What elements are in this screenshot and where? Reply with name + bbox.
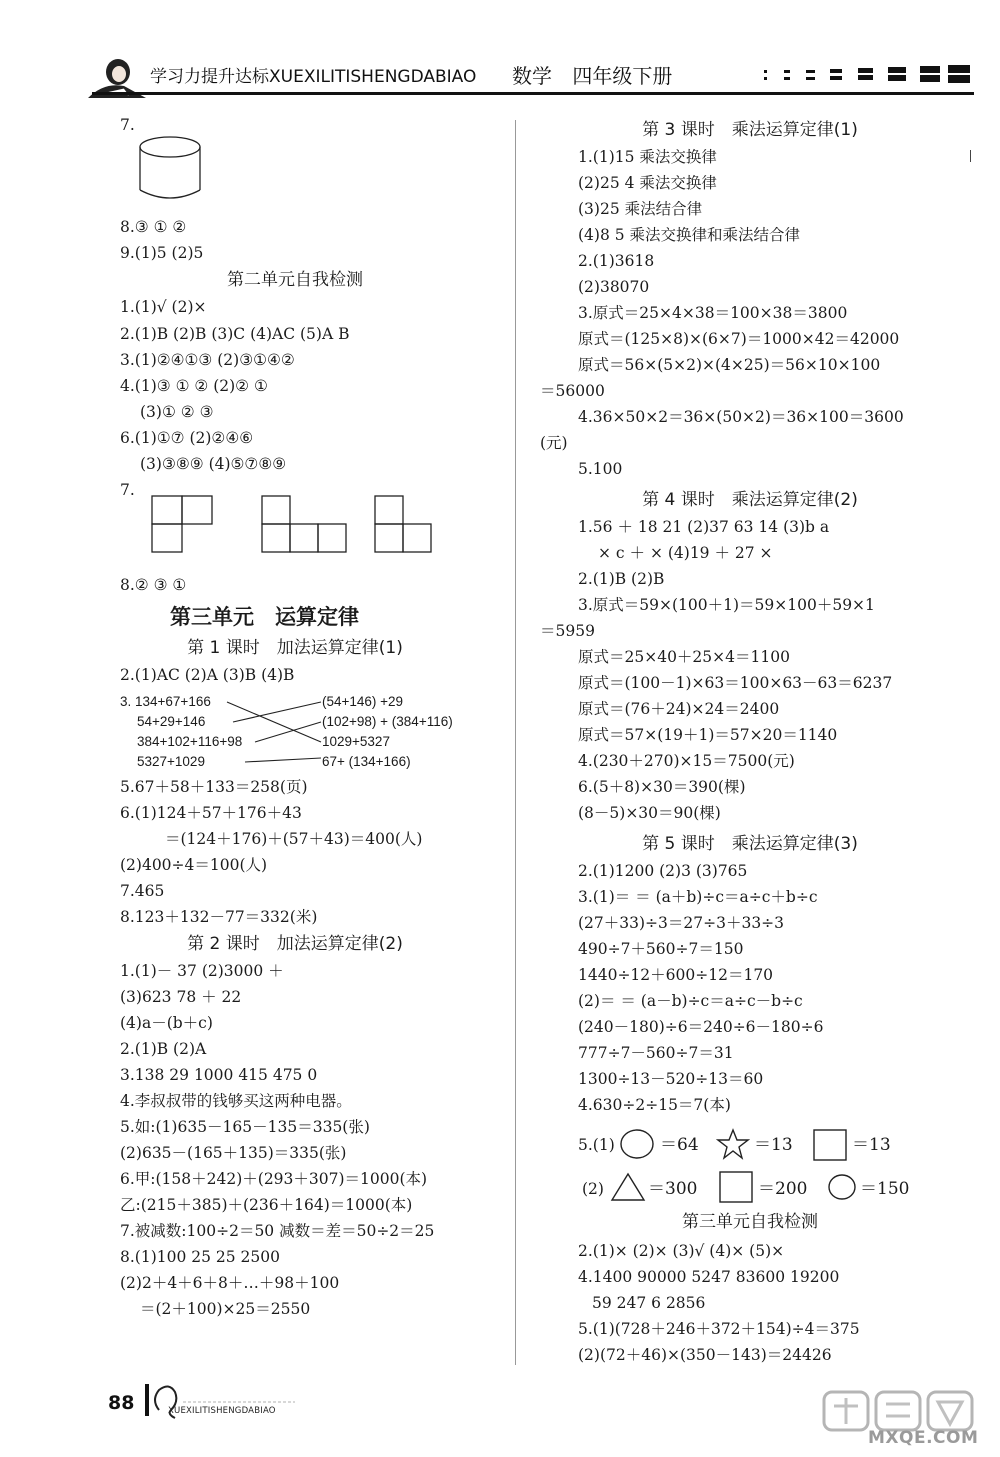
answer-line: 4.(1)③ ① ② (2)② ①	[120, 377, 268, 395]
match-right-item: (54+146) +29	[322, 694, 404, 709]
answer-line: 2.(1)3618	[578, 252, 655, 270]
answer-line: 原式＝(125×8)×(6×7)＝1000×42＝42000	[578, 330, 900, 348]
matching-lines	[225, 696, 325, 770]
answer-line: 4.1400 90000 5247 83600 19200	[578, 1268, 840, 1286]
answer-line: (2)2＋4＋6＋8＋…＋98＋100	[120, 1274, 340, 1292]
answer-line: 1.56 ＋ 18 21 (2)37 63 14 (3)b a	[578, 518, 830, 536]
header-decoration	[762, 64, 972, 84]
answer-line: × c ＋ × (4)19 ＋ 27 ×	[598, 544, 773, 562]
answer-line: 1.(1)15 乘法交换律	[578, 148, 717, 166]
page-number: 88	[108, 1392, 135, 1414]
answer-line: (3)③⑧⑨ (4)⑤⑦⑧⑨	[140, 455, 287, 473]
match-right-item: (102+98) + (384+116)	[322, 714, 453, 729]
subject-grade: 数学 四年级下册	[512, 64, 673, 88]
answer-line: (元)	[540, 434, 568, 452]
series-brand: 学习力提升达标XUEXILITISHENGDABIAO	[150, 67, 477, 87]
answer-line: 原式＝57×(19＋1)＝57×20＝1140	[578, 726, 838, 744]
answer-line: 7.	[120, 481, 135, 499]
match-right-item: 67+ (134+166)	[322, 754, 411, 769]
lesson-heading: 第 5 课时 乘法运算定律(3)	[642, 834, 858, 854]
answer-line: 1.(1)√ (2)×	[120, 298, 207, 316]
answer-line: 6.(1)①⑦ (2)②④⑥	[120, 429, 254, 447]
cylinder-figure	[138, 134, 204, 204]
lesson-heading: 第 3 课时 乘法运算定律(1)	[642, 120, 858, 140]
answer-line: (2)38070	[578, 278, 650, 296]
triangle-icon	[610, 1172, 646, 1202]
answer-line: 原式＝25×40＋25×4＝1100	[578, 648, 790, 666]
answer-line: 4.(230＋270)×15＝7500(元)	[578, 752, 795, 770]
answer-line: 原式＝(100－1)×63＝100×63－63＝6237	[578, 674, 893, 692]
match-left-item: 384+102+116+98	[137, 734, 243, 749]
answer-line: (2)635－(165＋135)＝335(张)	[120, 1144, 347, 1162]
answer-line: ＝300	[648, 1179, 698, 1199]
answer-line: ＝(124＋176)＋(57＋43)＝400(人)	[165, 830, 423, 848]
answer-line: 1440÷12＋600÷12＝170	[578, 966, 774, 984]
lesson-heading: 第 2 课时 加法运算定律(2)	[187, 934, 403, 954]
match-left-item: 5327+1029	[137, 754, 205, 769]
answer-line: 3.(1)②④①③ (2)③①④②	[120, 351, 295, 369]
answer-line: (27＋33)÷3＝27÷3＋33÷3	[578, 914, 785, 932]
section-heading: 第三单元自我检测	[682, 1212, 818, 1232]
section-heading: 第二单元自我检测	[227, 270, 363, 290]
answer-line: 8.(1)100 25 25 2500	[120, 1248, 281, 1266]
answer-line: 5.67＋58＋133＝258(页)	[120, 778, 308, 796]
unit-title: 第三单元 运算定律	[170, 604, 359, 629]
answer-line: 4.36×50×2＝36×(50×2)＝36×100＝3600	[578, 408, 904, 426]
match-left-item: 54+29+146	[137, 714, 206, 729]
footer-logo-text: XUEXILITISHENGDABIAO	[168, 1406, 276, 1416]
answer-line: 490÷7＋560÷7＝150	[578, 940, 744, 958]
circle-icon	[618, 1128, 656, 1160]
answer-line: (240－180)÷6＝240÷6－180÷6	[578, 1018, 824, 1036]
column-divider	[515, 120, 516, 1365]
square-icon	[812, 1128, 848, 1162]
answer-line: 1.(1)－ 37 (2)3000 ＋	[120, 962, 284, 980]
answer-line: 乙:(215＋385)＋(236＋164)＝1000(本)	[120, 1196, 413, 1214]
answer-line: 59 247 6 2856	[592, 1294, 706, 1312]
answer-line: 5.如:(1)635－165－135＝335(张)	[120, 1118, 370, 1136]
header-rule	[92, 92, 974, 95]
answer-line: (4)8 5 乘法交换律和乘法结合律	[578, 226, 801, 244]
answer-line: 8.② ③ ①	[120, 576, 187, 594]
answer-line: 7.465	[120, 882, 165, 900]
circle-icon	[826, 1172, 858, 1202]
answer-line: (2)400÷4＝100(人)	[120, 856, 268, 874]
match-left-item: 3. 134+67+166	[120, 694, 211, 709]
lesson-heading: 第 4 课时 乘法运算定律(2)	[642, 490, 858, 510]
answer-line: 7.	[120, 116, 135, 134]
answer-line: ＝5959	[540, 622, 595, 640]
match-right-item: 1029+5327	[322, 734, 390, 749]
answer-line: (3)① ② ③	[140, 403, 214, 421]
answer-line: 6.(1)124＋57＋176＋43	[120, 804, 302, 822]
watermark-text: MXQE.COM	[868, 1428, 979, 1448]
answer-line: 原式＝56×(5×2)×(4×25)＝56×10×100	[578, 356, 881, 374]
margin-mark	[970, 150, 971, 162]
answer-line: (2)	[582, 1180, 604, 1198]
answer-line: (8－5)×30＝90(棵)	[578, 804, 721, 822]
answer-line: 原式＝(76＋24)×24＝2400	[578, 700, 780, 718]
square-icon	[718, 1170, 754, 1204]
answer-line: ＝150	[860, 1179, 910, 1199]
answer-line: 777÷7－560÷7＝31	[578, 1044, 734, 1062]
answer-line: 2.(1)B (2)A	[120, 1040, 207, 1058]
answer-line: (2)(72＋46)×(350－143)＝24426	[578, 1346, 832, 1364]
answer-line: 8.③ ① ②	[120, 218, 187, 236]
lesson-heading: 第 1 课时 加法运算定律(1)	[187, 638, 403, 658]
answer-line: (2)＝ ＝ (a－b)÷c＝a÷c－b÷c	[578, 992, 803, 1010]
answer-line: ＝13	[754, 1135, 793, 1155]
answer-line: 6.(5＋8)×30＝390(棵)	[578, 778, 746, 796]
answer-line: ＝56000	[540, 382, 605, 400]
answer-line: (3)25 乘法结合律	[578, 200, 703, 218]
answer-line: 6.甲:(158＋242)＋(293＋307)＝1000(本)	[120, 1170, 428, 1188]
answer-line: 1300÷13－520÷13＝60	[578, 1070, 764, 1088]
answer-line: 8.123＋132－77＝332(米)	[120, 908, 318, 926]
answer-line: 2.(1)AC (2)A (3)B (4)B	[120, 666, 295, 684]
answer-line: 7.被减数:100÷2＝50 减数＝差＝50÷2＝25	[120, 1222, 435, 1240]
answer-line: 4.李叔叔带的钱够买这两种电器。	[120, 1092, 352, 1110]
answer-line: (4)a－(b＋c)	[120, 1014, 213, 1032]
answer-line: 3.138 29 1000 415 475 0	[120, 1066, 318, 1084]
answer-line: (3)623 78 ＋ 22	[120, 988, 242, 1006]
answer-line: 2.(1)B (2)B	[578, 570, 665, 588]
answer-line: ＝(2＋100)×25＝2550	[140, 1300, 311, 1318]
answer-line: 2.(1)× (2)× (3)√ (4)× (5)×	[578, 1242, 785, 1260]
answer-line: 3.原式＝59×(100＋1)＝59×100＋59×1	[578, 596, 875, 614]
star-icon	[716, 1128, 750, 1160]
answer-line: 5.(1)	[578, 1136, 615, 1154]
answer-line: 3.(1)＝ ＝ (a＋b)÷c＝a÷c＋b÷c	[578, 888, 818, 906]
page-header	[0, 0, 1000, 100]
answer-line: 5.(1)(728＋246＋372＋154)÷4＝375	[578, 1320, 860, 1338]
answer-line: 4.630÷2÷15＝7(本)	[578, 1096, 731, 1114]
answer-line: ＝64	[660, 1135, 699, 1155]
answer-line: 3.原式＝25×4×38＝100×38＝3800	[578, 304, 848, 322]
answer-line: 2.(1)B (2)B (3)C (4)AC (5)A B	[120, 325, 350, 343]
answer-line: 9.(1)5 (2)5	[120, 244, 204, 262]
answer-line: ＝13	[852, 1135, 891, 1155]
answer-line: (2)25 4 乘法交换律	[578, 174, 717, 192]
answer-line: ＝200	[758, 1179, 808, 1199]
answer-line: 2.(1)1200 (2)3 (3)765	[578, 862, 748, 880]
answer-line: 5.100	[578, 460, 623, 478]
unfolded-views-figure	[150, 494, 440, 554]
